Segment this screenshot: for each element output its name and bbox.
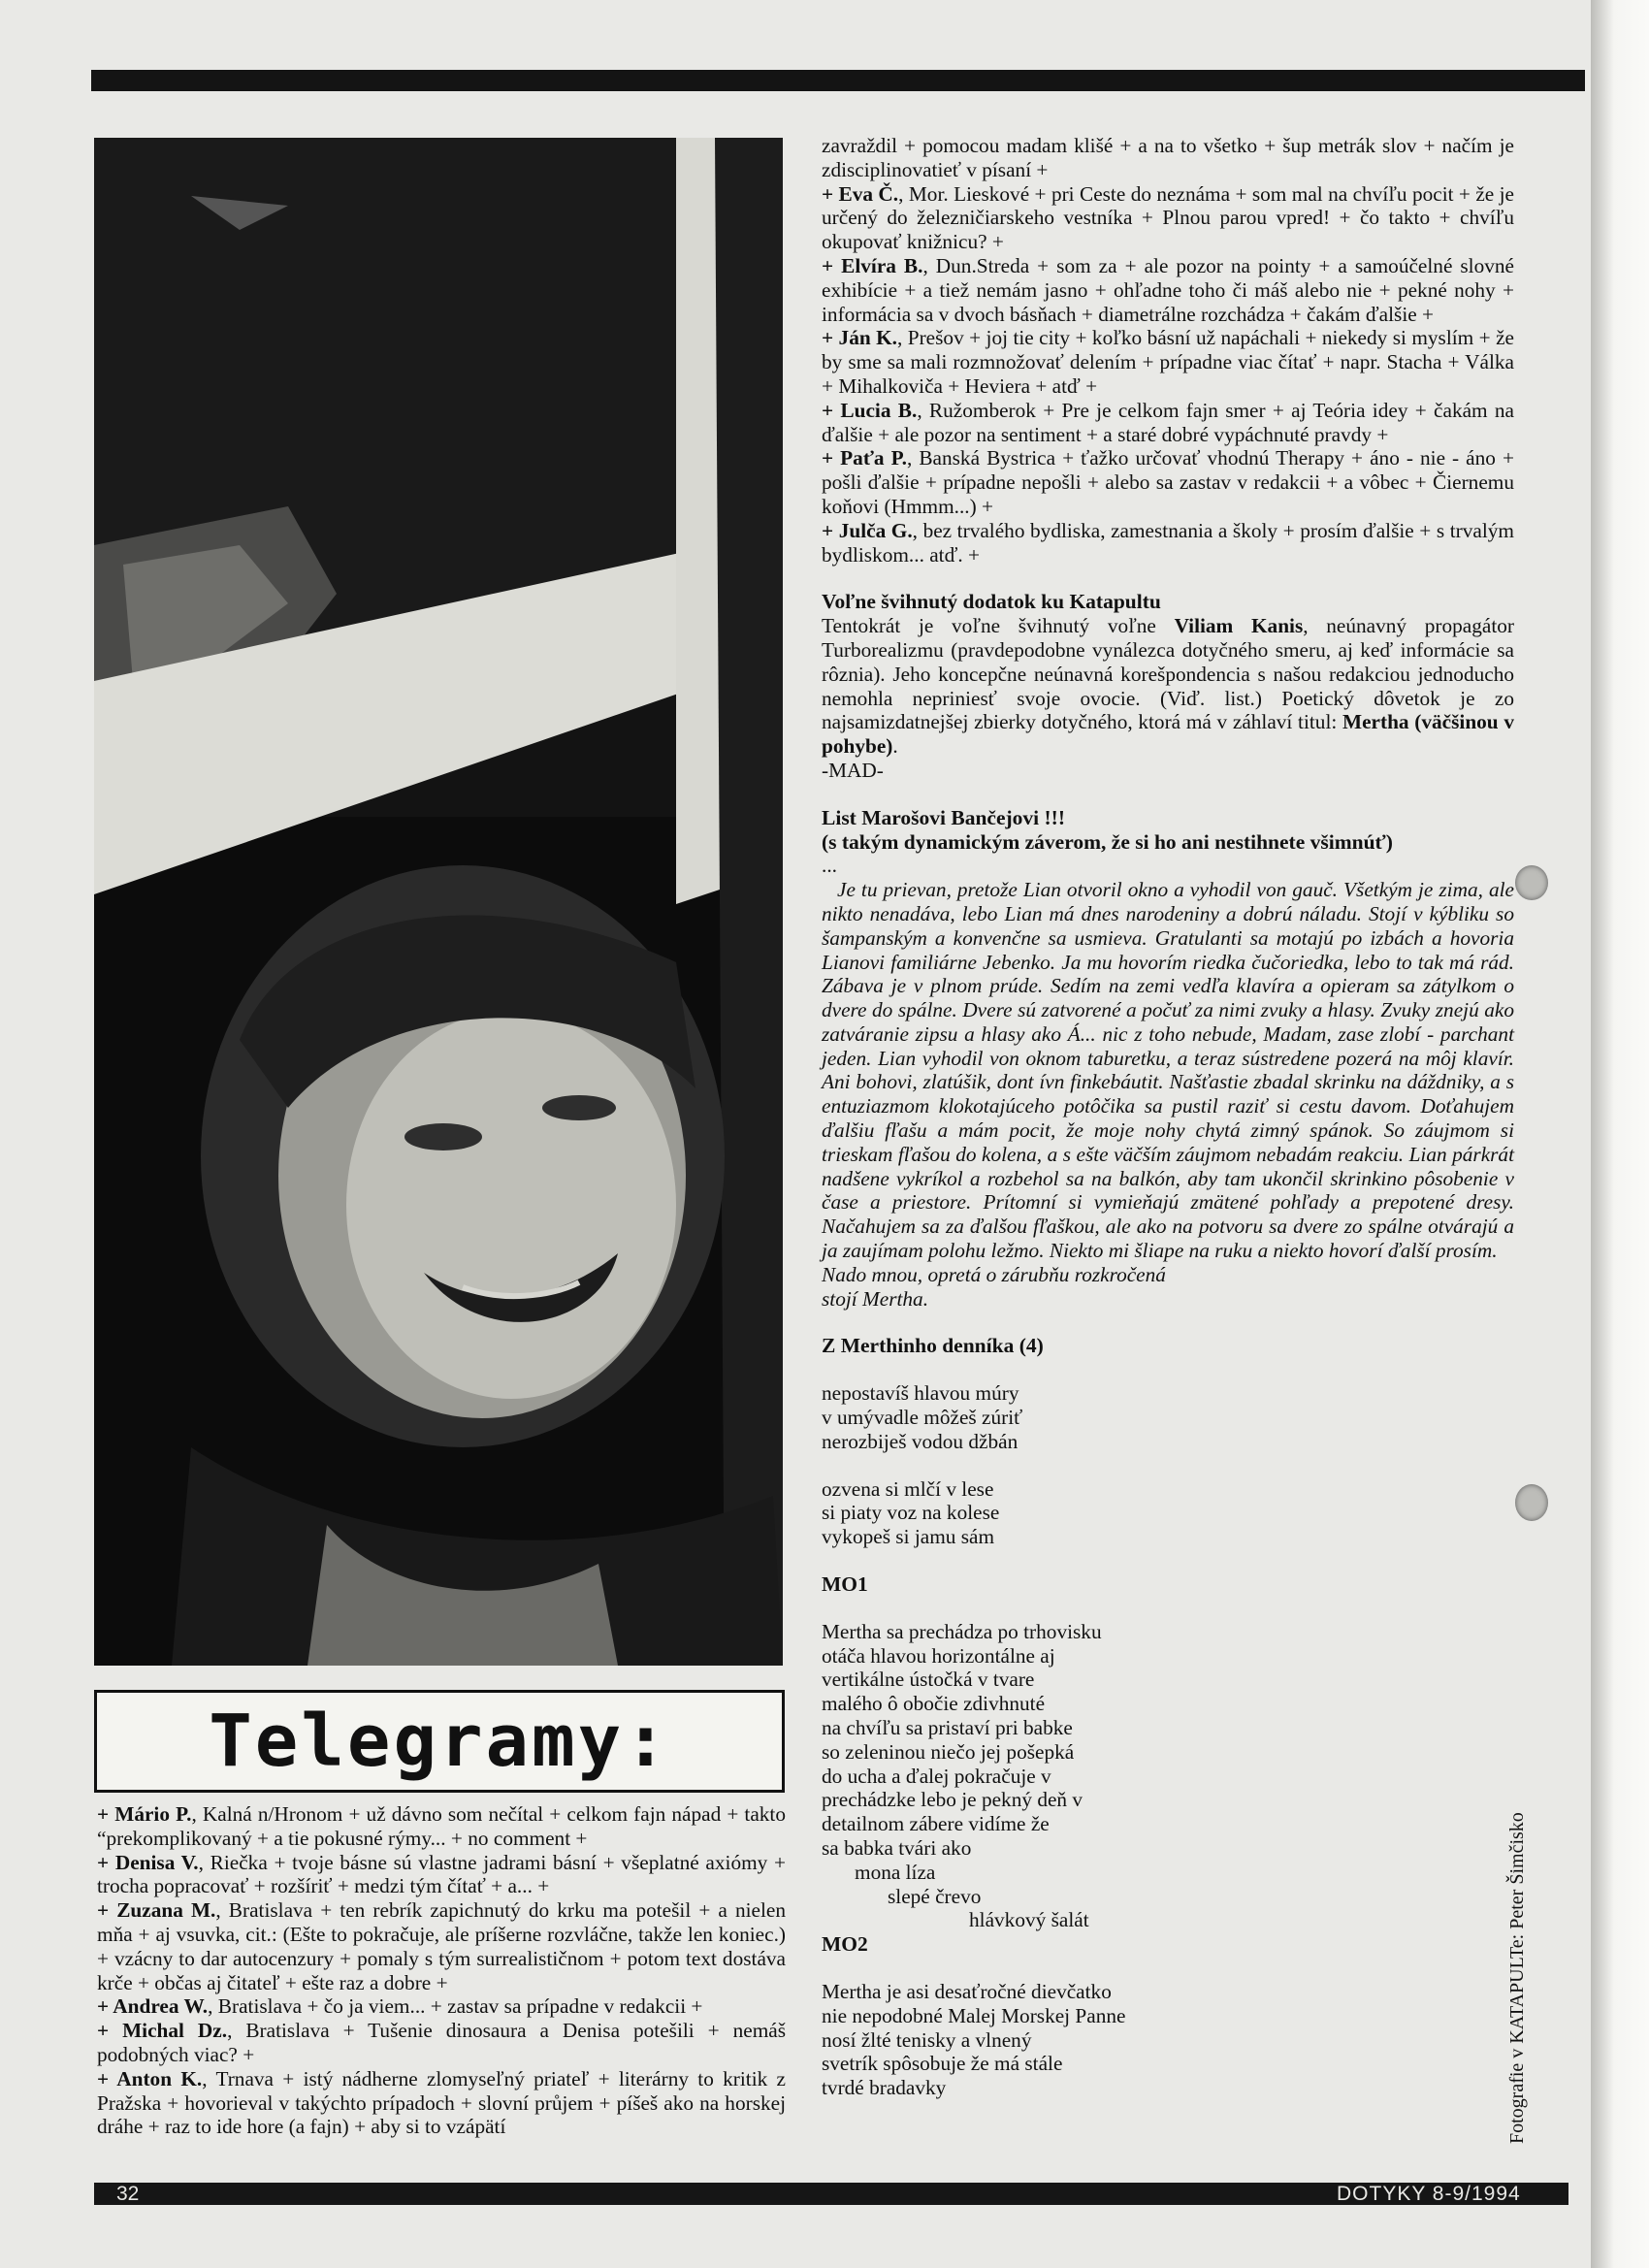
mo1-heading: MO1	[822, 1572, 868, 1597]
mo2-heading: MO2	[822, 1932, 868, 1957]
dodatok-signature: -MAD-	[822, 758, 884, 782]
list-subheading: (s takým dynamickým záverom, že si ho ani nestihnete všimnúť)	[822, 829, 1393, 854]
telegram-entry: + Anton K., Trnava + istý nádherne zlomyseľný priateľ + literárny to kritik z Pražska + hovorieval v takýchto prípadoch + slovní průjem + píšeš ako na horskej dráhe + raz to ide hore (a fajn) + aby si to vzápätí	[97, 2066, 787, 2139]
list-end-line: stojí Mertha.	[822, 1286, 929, 1311]
telegramy-title: Telegramy:	[209, 1700, 670, 1783]
telegram-entry: + Eva Č., Mor. Lieskové + pri Ceste do neznáma + som mal na chvíľu pocit + že je určený do železničiarskeho vestníka + Plnou parou vpred! + čo takto + chvíľu okupovať knižnicu? +	[822, 181, 1514, 254]
telegram-entry: + Paťa P., Banská Bystrica + ťažko určovať vhodnú Therapy + áno - nie - áno + pošli ďalšie + prípadne nepošli + alebo sa zastav v redakcii + a vôbec + Čiernemu koňovi (Hmmm...) +	[822, 446, 1514, 518]
mo1-line: hlávkový šalát	[969, 1908, 1089, 1932]
page-number: 32	[116, 2183, 140, 2205]
punch-hole	[1515, 865, 1548, 900]
telegram-entry: + Julča G., bez trvalého bydliska, zamestnania a školy + prosím ďalšie + s trvalým bydliskom... atď. +	[822, 518, 1514, 567]
poem-stanza: nepostavíš hlavou múry v umývadle môžeš zúriť nerozbiješ vodou džbán	[822, 1381, 1023, 1453]
list-end-line: Nado mnou, opretá o zárubňu rozkročená	[822, 1262, 1166, 1286]
list-text: Je tu prievan, pretože Lian otvoril okno a vyhodil von gauč. Všetkým je zima, ale nikto nenadáva, lebo Lian má dnes narodeniny a dobrú náladu. Stojí v kýbliku so šampanským a konvenčne sa usmieva. Gratulanti sa motajú po izbách a hovoria Lianovi familiárne Jebenko. Ja mu hovorím riedka čučoriedka, lebo to tak má rád. Zábava je v plnom prúde. Sedím na zemi vedľa klavíra a opieram sa zátylkom o dvere do spálne. Dvere sú zatvorené a počuť za nimi zvuky a hlasy. Zvuky znejú ako zatváranie zipsu a hlasy ako Á... nic z toho nebude, Madam, zase zlobí - parchant jeden. Lian vyhodil von oknom taburetku, a teraz sústredene pozerá na môj klavír. Ani bohovi, zlatúšik, dont ívn finkebáutit. Našťastie zbadal skrinku na dáždniky, a s entuziazmom klokotajúceho potôčika sa pustil raziť si cestu davom. Doťahujem ďalšiu fľašu a mám pocit, že moje nohy chytá zimný spánok. So záujmom si trieskam fľašou do kolena, a s ešte väčším záujmom nebadám reakciu. Lian párkrát nadšene vykríkol a rozbehol sa na balkón, aby tam ukončil skrinkino pôsobenie v čase a priestore. Prítomní si vymieňajú zmätené pohľady a prepotené dresy. Načahujem sa za ďalšou fľaškou, ale ako na potvoru sa dvere zo spálne otvárajú a ja zaujímam polohu ležmo. Niekto mi šliape na ruku a niekto hovorí ďalší prosím.	[822, 878, 1514, 1263]
top-rule	[91, 70, 1585, 91]
punch-hole	[1515, 1484, 1548, 1521]
photo-credit: Fotografie v KATAPULTe: Peter Šimčisko	[1506, 1812, 1528, 2144]
page-edge	[1591, 0, 1649, 2268]
list-heading: List Marošovi Bančejovi !!!	[822, 805, 1065, 829]
telegram-entry: + Elvíra B., Dun.Streda + som za + ale pozor na pointy + a samoúčelné slovné exhibície + a tiež nemám jasno + ohľadne toho či máš alebo nie + pekné nohy + informácia sa v dvoch básňach + diametrálne rozchádza + čakám ďalšie +	[822, 253, 1514, 326]
mo1-line: slepé črevo	[888, 1884, 982, 1908]
right-column	[822, 134, 1514, 2100]
telegram-entry: + Zuzana M., Bratislava + ten rebrík zapichnutý do krku ma potešil + a nielen mňa + aj vsuvka, cit.: (Ešte to pokračuje, ale príšerne rozvláčne, takže len koniec.) + vzácny to dar autocenzury + pomaly s tým surrealističnom + potom text dostáva krče + občas aj čitateľ + ešte raz a dobre +	[97, 1898, 786, 1994]
mo1-line: mona líza	[855, 1860, 936, 1884]
list-dots: ...	[822, 854, 837, 878]
portrait-photo	[94, 138, 783, 1666]
telegram-entry: + Denisa V., Riečka + tvoje básne sú vlastne jadrami básní + všeplatné axiómy + trocha popracovať + rozšíriť + medzi tým čítať + a... +	[97, 1850, 787, 1898]
telegram-entry: + Michal Dz., Bratislava + Tušenie dinosaura a Denisa potešili + nemáš podobných viac? +	[97, 2019, 786, 2066]
continuation-text: zavraždil + pomocou madam klišé + a na to všetko + šup metrák slov + načím je zdisciplinovatieť v písaní +	[822, 134, 1514, 181]
mo1-text: Mertha sa prechádza po trhovisku otáča hlavou horizontálne aj vertikálne ústočká v tvare malého ô obočie zdivhnuté na chvíľu sa pristaví pri babke so zeleninou niečo jej pošepká do ucha a ďalej pokračuje v prechádzke lebo je pekný deň v detailnom zábere vidíme že sa babka tvári ako	[822, 1619, 1102, 1860]
issue-label: DOTYKY 8-9/1994	[1337, 2183, 1521, 2205]
dodatok-text: Tentokrát je voľne švihnutý voľne Viliam Kanis, neúnavný propagátor Turborealizmu (pravdepodobne vynálezca dotyčného smeru, aj keď informácie sa rôznia). Jeho koncepčne neúnavná korešpondencia s našou redakciou jednoducho nemohla nepriniesť svoje ovocie. (Viď. list.) Poetický dôvetok je zo najsamizdatnejšej zbierky dotyčného, ktorá má v záhlaví titul: Mertha (väčšinou v pohybe).	[822, 614, 1514, 759]
dennik-heading: Z Merthinho denníka (4)	[822, 1334, 1044, 1358]
telegramy-text	[97, 1802, 786, 2139]
portrait-photo-drawing	[94, 138, 783, 1666]
poem-stanza: ozvena si mlčí v lese si piaty voz na kolese vykopeš si jamu sám	[822, 1476, 1000, 1549]
dodatok-heading: Voľne švihnutý dodatok ku Katapultu	[822, 590, 1161, 614]
telegram-entry: + Andrea W., Bratislava + čo ja viem... + zastav sa prípadne v redakcii +	[97, 1994, 703, 2019]
telegramy-title-box	[94, 1690, 785, 1793]
telegram-entry: + Mário P., Kalná n/Hronom + už dávno som nečítal + celkom fajn nápad + takto “prekomplikovaný + a tie pokusné rýmy... + no comment +	[97, 1802, 786, 1850]
telegram-entry: + Ján K., Prešov + joj tie city + koľko básní už napáchali + niekedy si myslím + že by sme sa mali rozmnožovať delením + prípadne viac čítať + napr. Stacha + Válka + Mihalkoviča + Heviera + atď +	[822, 326, 1514, 398]
mo2-text: Mertha je asi desaťročné dievčatko nie nepodobné Malej Morskej Panne nosí žlté tenisky a vlnený svetrík spôsobuje že má stále tvrdé bradavky	[822, 1979, 1126, 2100]
telegram-entry: + Lucia B., Ružomberok + Pre je celkom fajn smer + aj Teória idey + čakám na ďalšie + ale pozor na sentiment + a staré dobré vypáchnuté pravdy +	[822, 398, 1515, 446]
